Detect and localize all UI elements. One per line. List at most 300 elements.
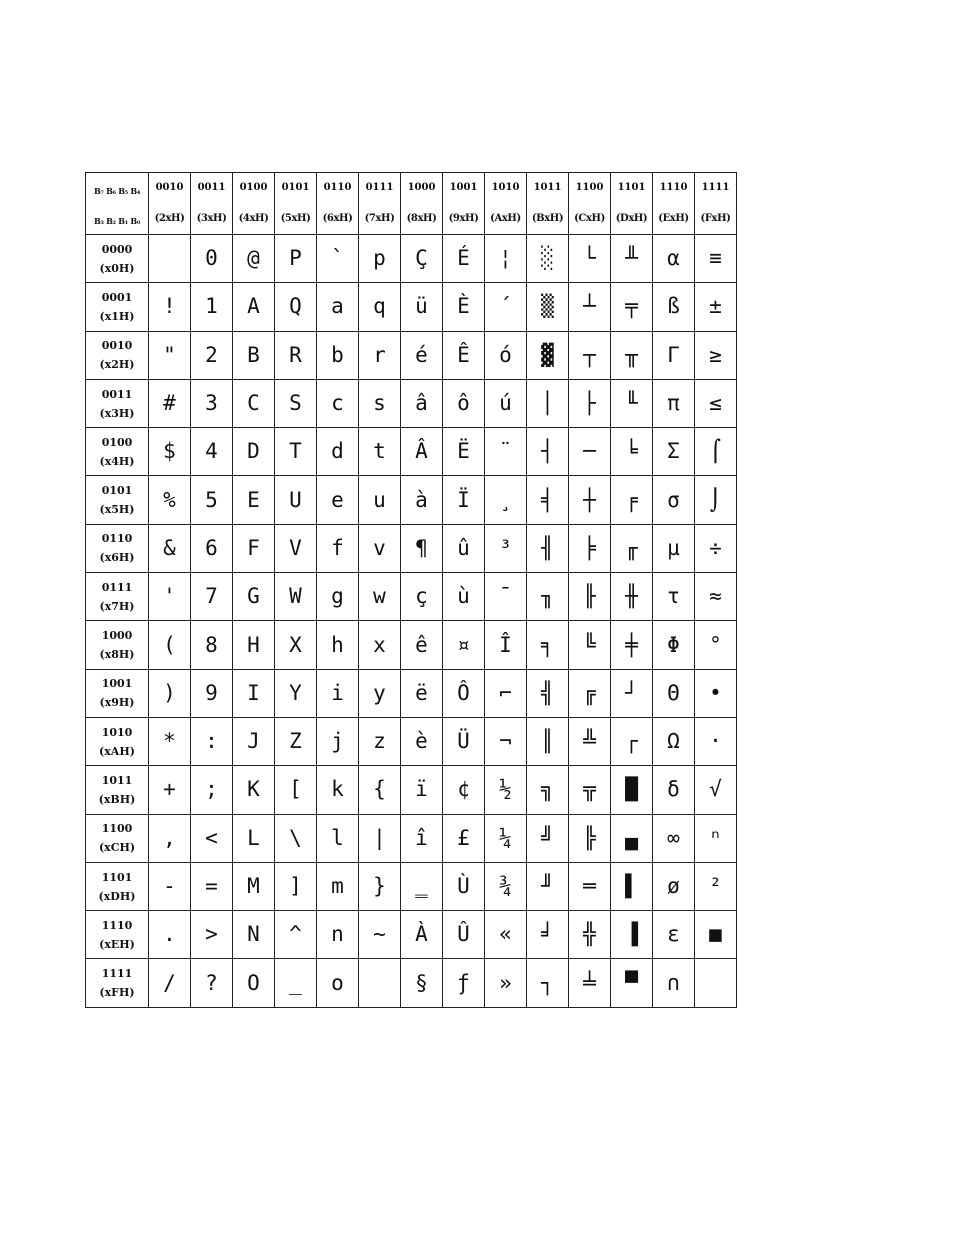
table-row — [86, 621, 737, 669]
row-header-hex: (xDH) — [98, 889, 136, 903]
char-glyph: ƒ — [457, 970, 470, 995]
char-cell — [611, 331, 653, 379]
char-glyph: H — [247, 632, 260, 657]
row-header — [86, 669, 149, 717]
char-cell — [401, 331, 443, 379]
char-cell — [191, 235, 233, 283]
char-cell — [233, 814, 275, 862]
char-glyph: N — [247, 922, 260, 947]
column-header-hex: (7xH) — [359, 204, 401, 235]
char-cell — [653, 235, 695, 283]
char-cell — [443, 911, 485, 959]
char-cell — [317, 331, 359, 379]
char-cell — [233, 476, 275, 524]
char-glyph: 1 — [205, 294, 218, 319]
char-cell — [275, 911, 317, 959]
row-header — [86, 717, 149, 765]
char-glyph: Y — [289, 680, 302, 705]
char-cell — [359, 621, 401, 669]
char-glyph: S — [289, 391, 302, 416]
column-header-bits: 1110 — [653, 173, 695, 204]
char-cell — [317, 669, 359, 717]
char-cell — [317, 476, 359, 524]
char-glyph: b — [331, 342, 344, 367]
row-header — [86, 524, 149, 572]
char-cell — [443, 283, 485, 331]
char-cell — [149, 814, 191, 862]
char-glyph: Φ — [667, 632, 680, 657]
char-glyph: k — [331, 777, 344, 802]
char-glyph: ï — [415, 777, 428, 802]
char-glyph: ¤ — [457, 632, 470, 657]
char-cell — [233, 573, 275, 621]
char-cell — [527, 283, 569, 331]
char-glyph: ? — [205, 970, 218, 995]
char-glyph: i — [331, 680, 344, 705]
table-row — [86, 428, 737, 476]
char-cell — [569, 717, 611, 765]
char-cell — [485, 669, 527, 717]
char-glyph: · — [709, 729, 722, 754]
char-glyph: ¯ — [499, 584, 512, 609]
row-header-bits: 0100 — [101, 435, 133, 449]
char-glyph: | — [373, 825, 386, 850]
char-cell — [359, 862, 401, 910]
char-cell — [695, 379, 737, 427]
char-cell — [695, 235, 737, 283]
char-cell — [485, 766, 527, 814]
char-glyph: £ — [457, 825, 470, 850]
char-glyph: / — [163, 970, 176, 995]
char-cell — [275, 235, 317, 283]
char-glyph: $ — [163, 439, 176, 464]
char-glyph: 6 — [205, 535, 218, 560]
char-cell — [317, 862, 359, 910]
row-header-hex: (x8H) — [99, 648, 135, 662]
char-cell — [569, 621, 611, 669]
header-row-hex — [86, 204, 737, 235]
char-cell — [653, 428, 695, 476]
column-header-hex: (AxH) — [485, 204, 527, 235]
char-glyph: ║ — [541, 729, 554, 754]
char-cell — [317, 911, 359, 959]
char-glyph: 5 — [205, 487, 218, 512]
char-cell — [527, 235, 569, 283]
char-cell — [443, 959, 485, 1007]
char-glyph: Ü — [457, 729, 470, 754]
char-cell — [527, 911, 569, 959]
char-cell — [485, 476, 527, 524]
char-cell — [485, 428, 527, 476]
char-cell — [191, 283, 233, 331]
column-header-bits: 0101 — [275, 173, 317, 204]
char-cell — [149, 573, 191, 621]
char-cell — [359, 766, 401, 814]
char-cell — [233, 235, 275, 283]
char-glyph: ╛ — [541, 922, 554, 947]
char-cell — [191, 573, 233, 621]
char-glyph: ╢ — [541, 535, 554, 560]
table-row — [86, 814, 737, 862]
char-glyph: ╝ — [541, 825, 554, 850]
low-bits-label: B₃ B₂ B₁ B₀ — [93, 216, 141, 227]
char-cell — [443, 476, 485, 524]
char-cell — [149, 621, 191, 669]
char-glyph: Ô — [457, 680, 470, 705]
char-cell — [611, 524, 653, 572]
character-code-table — [85, 172, 737, 1008]
column-header-hex: (8xH) — [401, 204, 443, 235]
column-header-hex: (4xH) — [233, 204, 275, 235]
char-cell — [443, 524, 485, 572]
char-cell — [191, 717, 233, 765]
char-glyph: F — [247, 535, 260, 560]
char-glyph: ‗ — [415, 874, 428, 898]
char-glyph: ╦ — [583, 777, 596, 802]
char-cell — [527, 669, 569, 717]
char-glyph: t — [373, 439, 386, 464]
char-glyph: ' — [163, 584, 176, 609]
char-cell — [443, 717, 485, 765]
char-glyph: ( — [163, 632, 176, 657]
char-glyph: π — [667, 391, 680, 416]
char-cell — [191, 669, 233, 717]
row-header-bits: 0010 — [101, 339, 133, 353]
char-glyph: ⌠ — [709, 439, 722, 464]
table-row — [86, 235, 737, 283]
char-glyph: ╗ — [541, 777, 554, 802]
char-cell — [653, 331, 695, 379]
char-cell — [233, 911, 275, 959]
char-cell — [527, 476, 569, 524]
char-glyph: x — [373, 632, 386, 657]
row-header-bits: 0101 — [101, 484, 133, 498]
char-cell — [485, 862, 527, 910]
char-cell — [275, 766, 317, 814]
char-glyph: » — [499, 970, 512, 995]
char-cell — [443, 379, 485, 427]
char-glyph: - — [163, 874, 176, 898]
char-cell — [611, 959, 653, 1007]
char-glyph: Ï — [457, 487, 470, 512]
char-glyph: ` — [331, 246, 344, 271]
char-glyph: σ — [667, 487, 680, 512]
char-glyph: ╜ — [541, 874, 554, 898]
char-glyph: B — [247, 342, 260, 367]
char-glyph: ë — [415, 680, 428, 705]
char-glyph: Ω — [667, 729, 680, 754]
row-header — [86, 621, 149, 669]
char-glyph: . — [163, 922, 176, 947]
char-glyph: * — [163, 729, 176, 754]
char-glyph: ê — [415, 632, 428, 657]
char-cell — [527, 428, 569, 476]
char-cell — [569, 428, 611, 476]
char-cell — [653, 814, 695, 862]
char-glyph: [ — [289, 777, 302, 802]
char-cell — [695, 476, 737, 524]
column-header-bits: 0111 — [359, 173, 401, 204]
char-cell — [317, 379, 359, 427]
char-glyph: X — [289, 632, 302, 657]
char-cell — [653, 476, 695, 524]
char-glyph: Û — [457, 922, 470, 947]
char-cell — [149, 379, 191, 427]
char-glyph: 4 — [205, 439, 218, 464]
char-glyph: Ë — [457, 439, 470, 464]
char-glyph: ³ — [499, 535, 512, 560]
row-header-hex: (xEH) — [99, 937, 135, 951]
char-cell — [401, 862, 443, 910]
column-header-hex: (CxH) — [569, 204, 611, 235]
char-glyph: ╘ — [625, 439, 638, 464]
row-header-hex: (x5H) — [99, 503, 135, 517]
char-cell — [569, 766, 611, 814]
char-glyph: ┌ — [625, 729, 638, 754]
char-cell — [611, 476, 653, 524]
char-cell — [359, 428, 401, 476]
char-glyph: V — [289, 535, 302, 560]
char-cell — [569, 331, 611, 379]
char-glyph: ¨ — [499, 439, 512, 464]
char-cell — [695, 717, 737, 765]
char-glyph: τ — [667, 584, 680, 609]
char-cell — [359, 573, 401, 621]
column-header-bits: 1010 — [485, 173, 527, 204]
row-header-bits: 0110 — [101, 532, 133, 546]
char-glyph: ô — [457, 391, 470, 416]
row-header-bits: 0000 — [101, 242, 133, 256]
row-header-bits: 0111 — [101, 580, 133, 594]
char-cell — [359, 717, 401, 765]
char-glyph: ▓ — [541, 342, 554, 367]
char-cell — [569, 476, 611, 524]
char-cell — [191, 428, 233, 476]
char-cell — [401, 959, 443, 1007]
char-glyph: ╔ — [583, 680, 596, 705]
char-cell — [191, 766, 233, 814]
char-cell — [275, 717, 317, 765]
char-cell — [359, 283, 401, 331]
char-cell — [275, 476, 317, 524]
row-header — [86, 331, 149, 379]
char-cell — [233, 862, 275, 910]
char-glyph: p — [373, 246, 386, 271]
char-glyph: ⁿ — [709, 825, 722, 850]
char-glyph: Ê — [457, 342, 470, 367]
char-glyph: m — [331, 874, 344, 898]
char-glyph: î — [415, 825, 428, 850]
char-cell — [611, 669, 653, 717]
char-cell — [611, 235, 653, 283]
char-glyph: ┘ — [625, 680, 638, 705]
char-glyph: # — [163, 391, 176, 416]
char-glyph: @ — [247, 246, 260, 271]
char-glyph: ú — [499, 391, 512, 416]
char-cell — [569, 669, 611, 717]
row-header-hex: (xFH) — [99, 986, 135, 1000]
char-cell — [443, 573, 485, 621]
row-header-bits: 1011 — [101, 773, 133, 787]
char-cell — [233, 959, 275, 1007]
char-cell — [317, 235, 359, 283]
char-cell — [527, 331, 569, 379]
char-glyph: ═ — [583, 874, 596, 898]
char-cell — [149, 862, 191, 910]
char-glyph: ░ — [541, 246, 554, 271]
char-cell — [317, 524, 359, 572]
char-cell — [485, 717, 527, 765]
char-glyph: ¸ — [499, 487, 512, 512]
char-cell — [569, 911, 611, 959]
char-glyph: à — [415, 487, 428, 512]
column-header-hex: (5xH) — [275, 204, 317, 235]
char-glyph: M — [247, 874, 260, 898]
char-cell — [653, 862, 695, 910]
row-header-bits: 0011 — [101, 387, 133, 401]
row-header — [86, 862, 149, 910]
char-glyph: ■ — [709, 922, 722, 947]
table-row — [86, 669, 737, 717]
char-glyph: _ — [289, 970, 302, 995]
row-header-bits: 1001 — [101, 677, 133, 691]
row-header-hex: (x4H) — [99, 454, 135, 468]
char-cell — [443, 621, 485, 669]
char-cell — [443, 862, 485, 910]
char-cell — [695, 669, 737, 717]
char-cell — [275, 621, 317, 669]
char-cell — [695, 766, 737, 814]
char-cell — [443, 331, 485, 379]
char-cell — [275, 573, 317, 621]
char-cell — [317, 621, 359, 669]
char-glyph: P — [289, 246, 302, 271]
char-cell — [317, 573, 359, 621]
char-cell — [191, 959, 233, 1007]
row-header — [86, 911, 149, 959]
row-header-bits: 1111 — [101, 967, 133, 981]
char-glyph: é — [415, 342, 428, 367]
char-glyph: â — [415, 391, 428, 416]
char-glyph: ¦ — [499, 246, 512, 271]
char-cell — [401, 814, 443, 862]
char-glyph: ╡ — [541, 487, 554, 512]
char-cell — [233, 621, 275, 669]
char-glyph: n — [331, 922, 344, 947]
table-row — [86, 283, 737, 331]
char-cell — [611, 428, 653, 476]
char-cell — [317, 283, 359, 331]
char-glyph: ∞ — [667, 825, 680, 850]
char-cell — [191, 621, 233, 669]
char-cell — [653, 717, 695, 765]
char-glyph: ) — [163, 680, 176, 705]
char-cell — [569, 283, 611, 331]
column-header-hex: (2xH) — [149, 204, 191, 235]
char-cell — [527, 379, 569, 427]
char-glyph: ╨ — [625, 246, 638, 271]
column-header-bits: 0010 — [149, 173, 191, 204]
char-cell — [401, 621, 443, 669]
char-cell — [485, 524, 527, 572]
char-glyph: > — [205, 922, 218, 947]
char-glyph: 2 — [205, 342, 218, 367]
char-glyph: ≈ — [709, 584, 722, 609]
char-cell — [527, 814, 569, 862]
char-glyph: ≤ — [709, 391, 722, 416]
char-glyph: ▌ — [625, 874, 638, 898]
table-row — [86, 524, 737, 572]
char-cell — [527, 766, 569, 814]
char-cell — [695, 283, 737, 331]
row-header — [86, 235, 149, 283]
char-cell — [275, 524, 317, 572]
char-cell — [359, 911, 401, 959]
char-cell — [653, 959, 695, 1007]
column-header-bits: 1011 — [527, 173, 569, 204]
char-cell — [695, 959, 737, 1007]
char-cell — [401, 766, 443, 814]
char-glyph: • — [709, 680, 722, 705]
char-glyph: ╓ — [625, 535, 638, 560]
char-glyph: ┼ — [583, 487, 596, 512]
char-glyph: , — [163, 825, 176, 850]
char-glyph: ≡ — [709, 246, 722, 271]
char-glyph: α — [667, 246, 680, 271]
char-cell — [569, 959, 611, 1007]
high-bits-label: B₇ B₆ B₅ B₄ — [93, 185, 141, 196]
char-cell — [275, 814, 317, 862]
char-cell — [611, 717, 653, 765]
char-glyph: J — [247, 729, 260, 754]
char-cell — [275, 669, 317, 717]
table-row — [86, 379, 737, 427]
char-glyph: █ — [625, 777, 638, 802]
char-glyph: ø — [667, 874, 680, 898]
char-cell — [149, 959, 191, 1007]
char-cell — [611, 379, 653, 427]
char-glyph: ▀ — [625, 970, 638, 995]
char-cell — [695, 862, 737, 910]
row-header-bits: 0001 — [101, 290, 133, 304]
char-cell — [191, 862, 233, 910]
char-glyph: ¬ — [499, 729, 512, 754]
char-glyph: ╒ — [625, 487, 638, 512]
char-cell — [233, 379, 275, 427]
char-glyph: ´ — [499, 294, 512, 319]
char-cell — [233, 428, 275, 476]
char-glyph: c — [331, 391, 344, 416]
char-glyph: o — [331, 970, 344, 995]
char-cell — [233, 766, 275, 814]
char-cell — [149, 911, 191, 959]
char-glyph: K — [247, 777, 260, 802]
char-cell — [611, 621, 653, 669]
char-glyph: ¾ — [499, 874, 512, 898]
char-cell — [695, 331, 737, 379]
char-cell — [149, 331, 191, 379]
char-glyph: l — [331, 825, 344, 850]
char-cell — [611, 283, 653, 331]
row-header-hex: (x0H) — [99, 261, 135, 275]
char-glyph: ß — [667, 294, 680, 319]
char-glyph: ╖ — [541, 584, 554, 609]
char-glyph: 0 — [205, 246, 218, 271]
char-glyph: └ — [583, 246, 596, 271]
char-glyph: ┴ — [583, 294, 596, 319]
char-glyph: ╚ — [583, 632, 596, 657]
char-glyph: µ — [667, 535, 680, 560]
